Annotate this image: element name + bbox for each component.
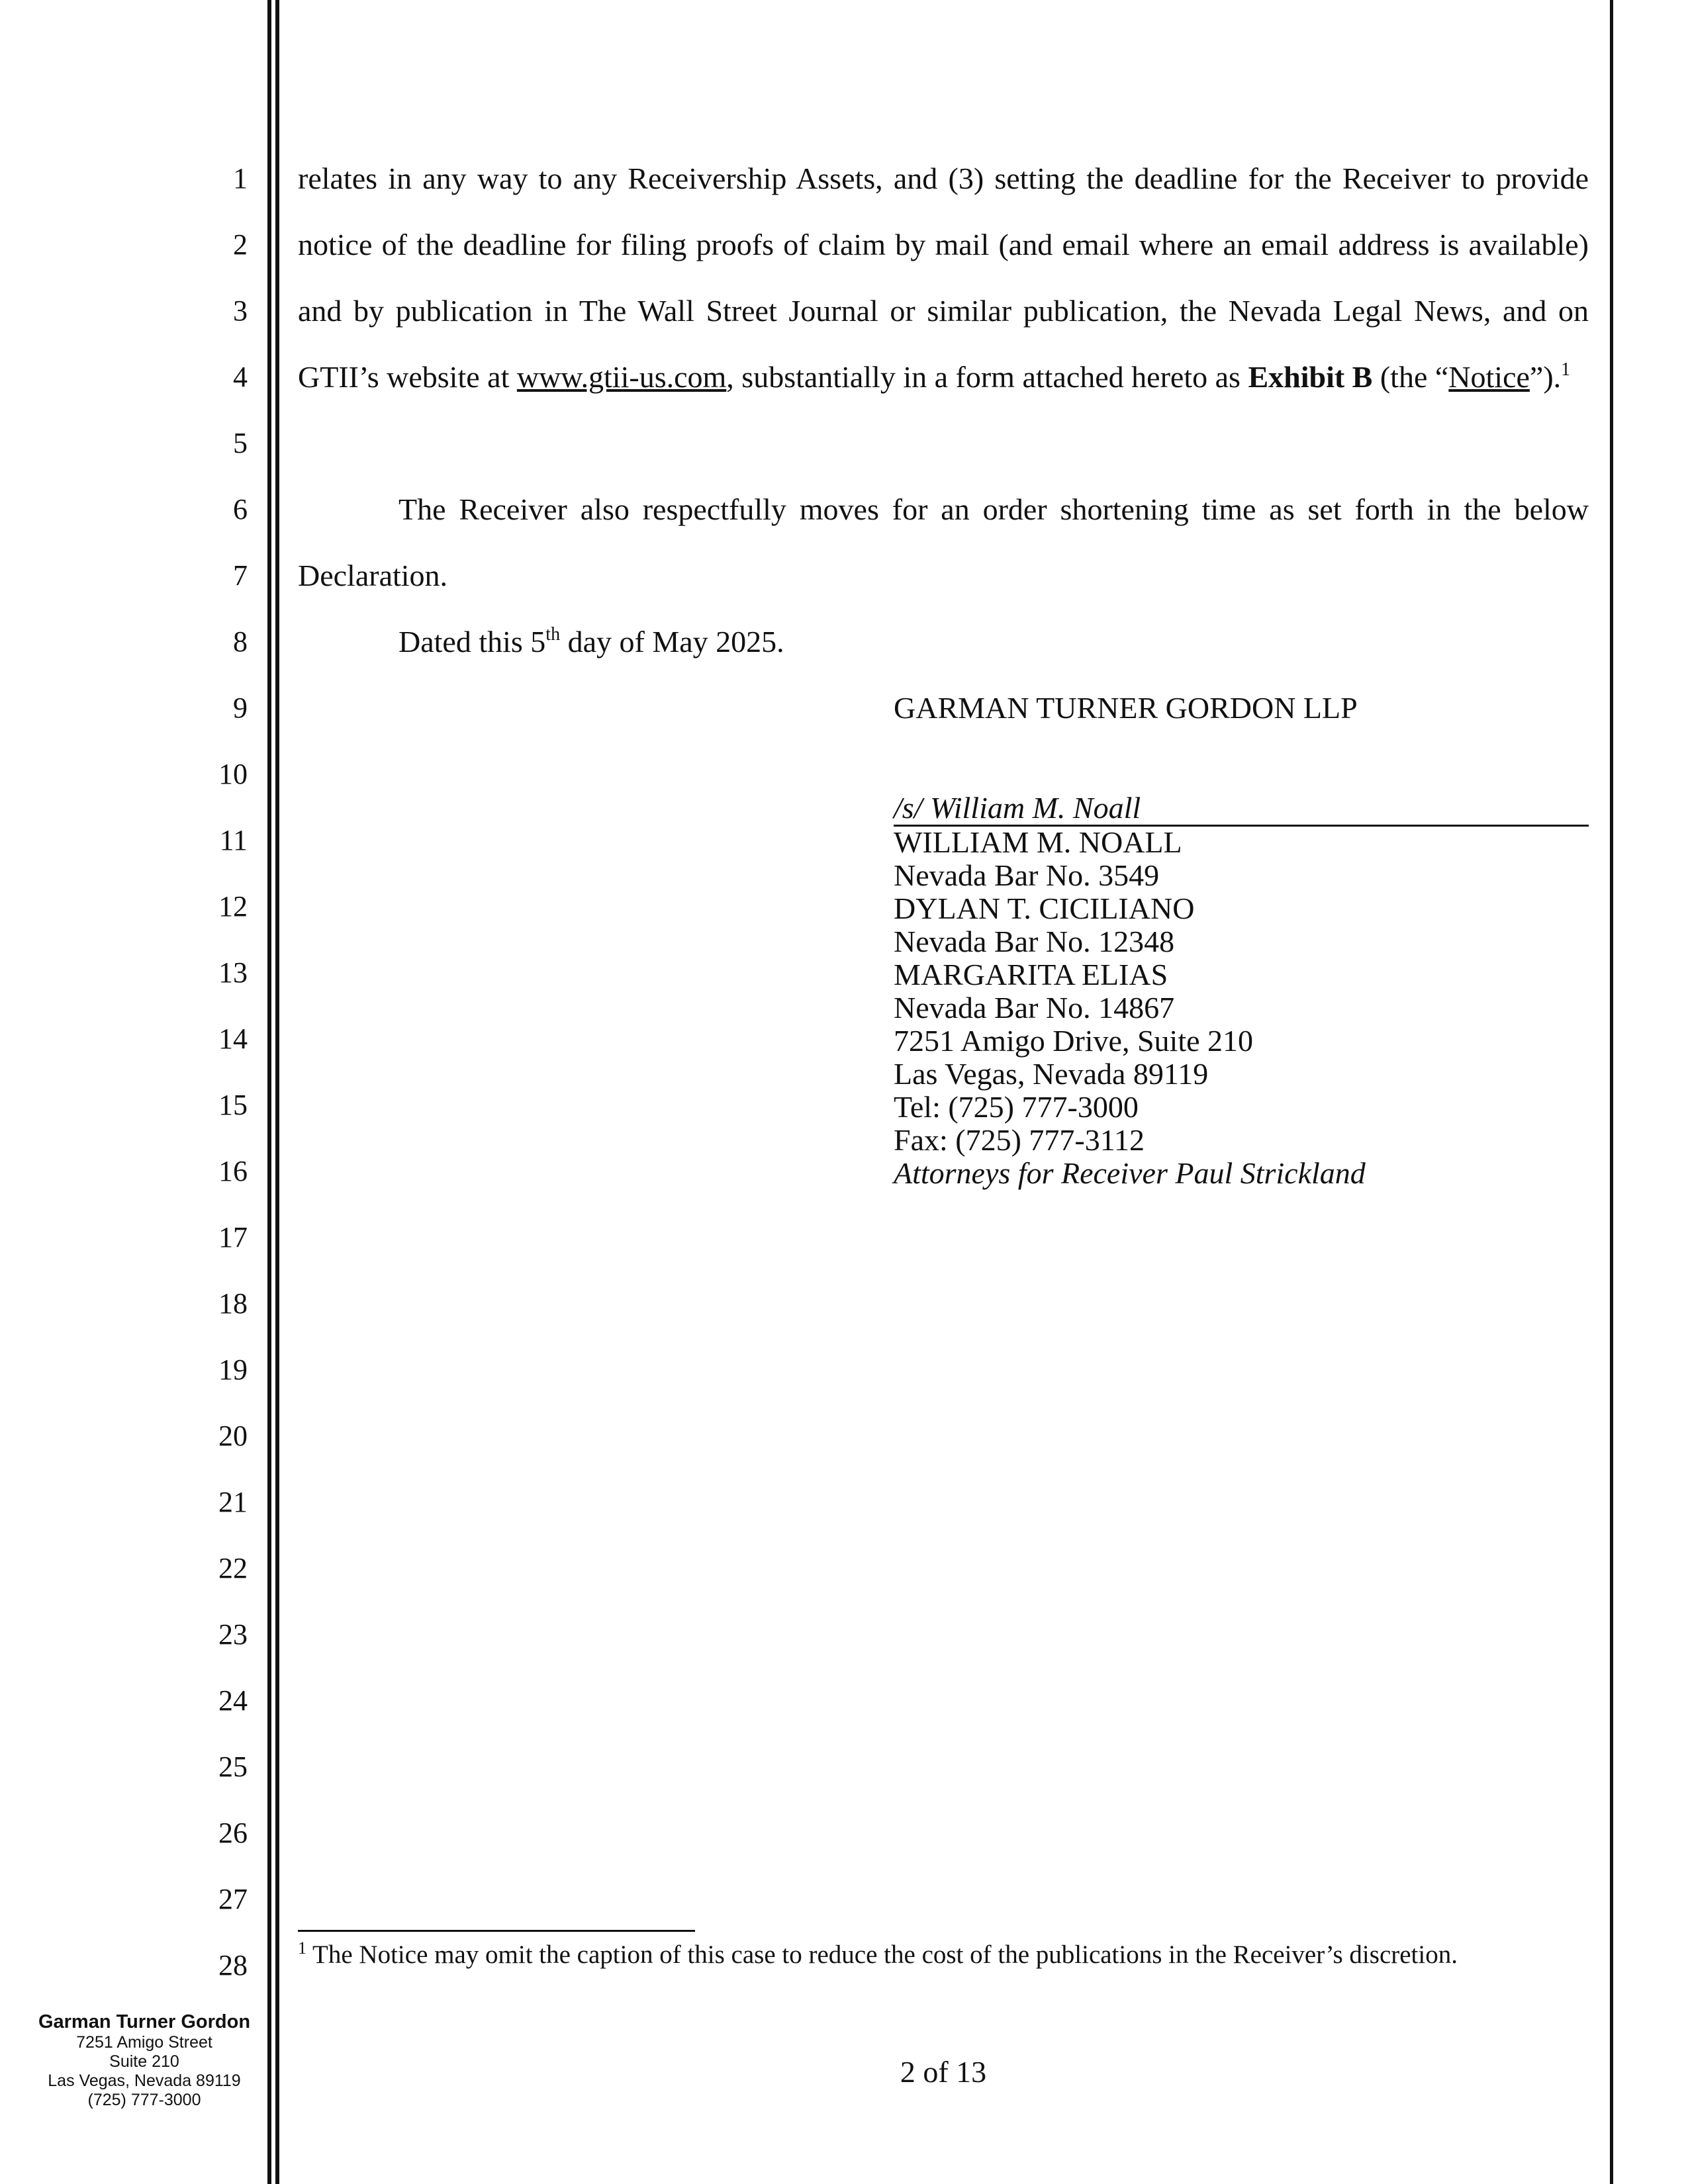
footnote	[298, 1939, 1458, 1971]
line-number: 6	[233, 493, 248, 525]
page-number: 2 of 13	[900, 2055, 987, 2089]
firm-footer-city: Las Vegas, Nevada 89119	[48, 2071, 241, 2090]
line-number: 24	[218, 1684, 248, 1717]
firm-footer-suite: Suite 210	[109, 2052, 179, 2071]
defined-term-notice: Notice	[1448, 360, 1530, 394]
line-number: 10	[218, 758, 248, 790]
firm-footer-address: 7251 Amigo Street	[76, 2033, 212, 2052]
firm-name: GARMAN TURNER GORDON LLP	[894, 691, 1358, 725]
line-number: 15	[218, 1089, 248, 1121]
left-margin-rule	[267, 0, 271, 2184]
footnote-mark: 1	[298, 1938, 306, 1958]
paragraph-text: (the “	[1372, 360, 1449, 394]
footnote-reference: 1	[1561, 359, 1571, 380]
paragraph-text: relates in any way to any Receivership Assets, and (3) setting the deadline for the Receiver to provide notice of the deadline for filing proofs of claim by mail (and email where an email address is available) and by publication in The Wall Street Journal or similar publication, the Nevada Legal News, and on GTII’s website at	[298, 161, 1589, 394]
exhibit-reference: Exhibit B	[1248, 360, 1373, 394]
line-number: 1	[233, 162, 248, 195]
paragraph-relief	[298, 146, 1589, 410]
line-number: 26	[218, 1817, 248, 1849]
right-margin-rule	[1610, 0, 1613, 2184]
signature-block-line: Nevada Bar No. 14867	[894, 991, 1175, 1024]
line-number: 19	[218, 1353, 248, 1386]
signature-block-line: Nevada Bar No. 3549	[894, 858, 1160, 892]
attorneys-for: Attorneys for Receiver Paul Strickland	[894, 1156, 1366, 1190]
signature-block-line: Las Vegas, Nevada 89119	[894, 1057, 1209, 1091]
footnote-separator	[298, 1930, 695, 1932]
line-number: 21	[218, 1486, 248, 1518]
signature-line: /s/ William M. Noall	[894, 792, 1589, 827]
line-number: 13	[218, 956, 248, 989]
paragraph-text: ”).	[1529, 360, 1562, 394]
signature-block	[894, 826, 1366, 1190]
line-number: 28	[218, 1949, 248, 1981]
paragraph-shortening-time: The Receiver also respectfully moves for an order shortening time as set forth in the below Declaration.	[298, 492, 1589, 592]
line-number: 4	[233, 361, 248, 393]
line-number: 23	[218, 1618, 248, 1651]
line-number: 2	[233, 228, 248, 261]
line-number: 20	[218, 1420, 248, 1452]
line-number: 7	[233, 559, 248, 592]
signature-block-line: MARGARITA ELIAS	[894, 958, 1168, 991]
signature-block-line: 7251 Amigo Drive, Suite 210	[894, 1024, 1254, 1058]
line-number: 12	[218, 890, 248, 923]
line-number: 18	[218, 1287, 248, 1320]
line-number: 17	[218, 1221, 248, 1253]
line-number: 11	[219, 824, 248, 856]
left-margin-rule-inner	[275, 0, 279, 2184]
paragraph-dated	[298, 609, 1589, 675]
line-number: 9	[233, 692, 248, 724]
line-number: 5	[233, 427, 248, 459]
signature-block-line: Nevada Bar No. 12348	[894, 925, 1175, 958]
line-number: 27	[218, 1883, 248, 1915]
line-number: 3	[233, 295, 248, 327]
signature-block-line: Tel: (725) 777-3000	[894, 1090, 1139, 1124]
firm-footer-phone: (725) 777-3000	[87, 2091, 201, 2109]
line-number: 22	[218, 1552, 248, 1584]
dated-text: Dated this 5	[399, 625, 546, 659]
firm-footer	[26, 2011, 262, 2110]
website-link[interactable]: www.gtii-us.com	[516, 360, 727, 394]
line-number: 25	[218, 1751, 248, 1783]
footnote-text: The Notice may omit the caption of this case to reduce the cost of the publications in the Receiver’s discretion.	[306, 1940, 1458, 1969]
signature-block-line: WILLIAM M. NOALL	[894, 825, 1182, 859]
paragraph-text: , substantially in a form attached hereto as	[726, 360, 1248, 394]
ordinal-suffix: th	[545, 624, 561, 645]
signature-block-line: DYLAN T. CICILIANO	[894, 891, 1195, 925]
line-number: 14	[218, 1023, 248, 1055]
firm-footer-name: Garman Turner Gordon	[38, 2011, 251, 2032]
dated-text: day of May 2025.	[560, 625, 784, 659]
line-number: 16	[218, 1155, 248, 1187]
signature-block-line: Fax: (725) 777-3112	[894, 1123, 1145, 1157]
line-number: 8	[233, 625, 248, 658]
